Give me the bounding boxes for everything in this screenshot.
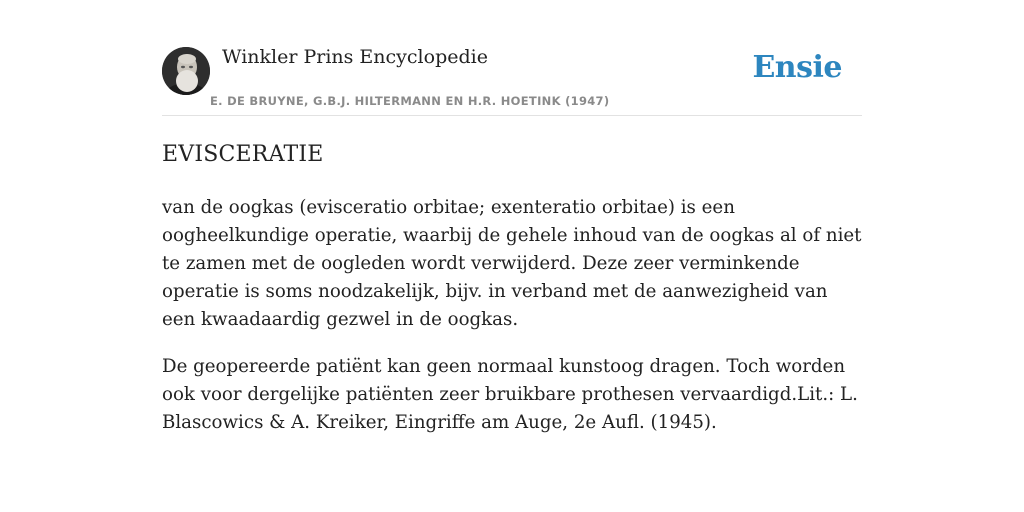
source-title[interactable]: Winkler Prins Encyclopedie: [222, 46, 488, 68]
brand-logo[interactable]: Ensie: [752, 50, 842, 85]
article-content: [162, 140, 862, 456]
article-paragraph: van de oogkas (evisceratio orbitae; exenteratio orbitae) is een oogheelkundige operatie, waarbij de gehele inhoud van de oogkas al of niet te zamen met de oogleden wordt verwijderd. Deze zeer verminkende operatie is soms noodzakelijk, bijv. in verband met de aanwezigheid van een kwaadaardig gezwel in de oogkas.: [162, 197, 862, 330]
entry-title: EVISCERATIE: [162, 142, 324, 167]
source-header: [162, 46, 862, 116]
author-portrait-icon[interactable]: [162, 47, 210, 95]
authors-line: E. DE BRUYNE, G.B.J. HILTERMANN EN H.R. HOETINK (1947): [210, 94, 610, 108]
article-paragraph: De geopereerde patiënt kan geen normaal kunstoog dragen. Toch worden ook voor dergelijke patiënten zeer bruikbare prothesen vervaardigd.Lit.: L. Blascowics & A. Kreiker, Eingriffe am Auge, 2e Aufl. (1945).: [162, 356, 858, 433]
